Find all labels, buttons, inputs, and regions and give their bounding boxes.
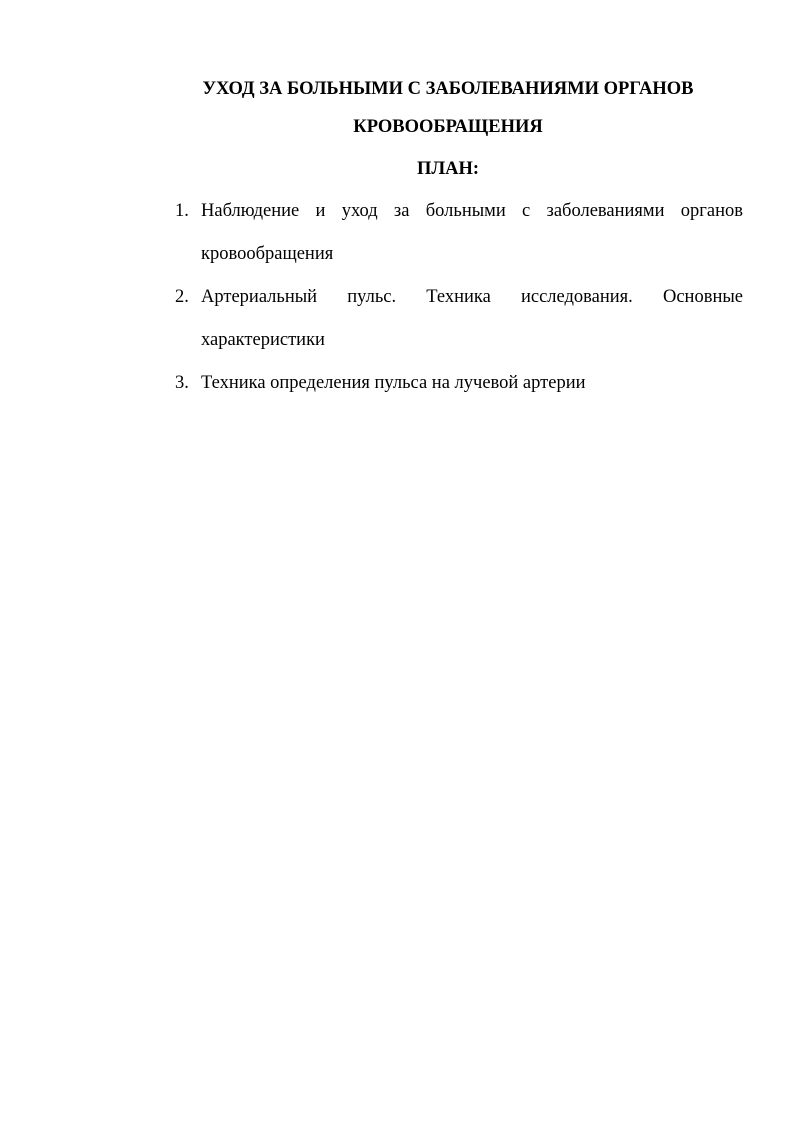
plan-list	[113, 190, 743, 405]
document-content	[113, 70, 743, 405]
plan-item-number: 3.	[175, 373, 189, 393]
title-line-1: УХОД ЗА БОЛЬНЫМИ С ЗАБОЛЕВАНИЯМИ ОРГАНОВ	[202, 79, 694, 99]
plan-item-text: Артериальный пульс. Техника исследования. Основные характеристики	[201, 287, 743, 350]
plan-heading: ПЛАН:	[416, 159, 480, 179]
plan-item-text: Техника определения пульса на лучевой артерии	[201, 373, 586, 393]
plan-item-2	[113, 276, 743, 362]
plan-item-number: 1.	[175, 201, 189, 221]
plan-item-3	[113, 362, 743, 405]
plan-item-1	[113, 190, 743, 276]
title-line-2: КРОВООБРАЩЕНИЯ	[353, 117, 543, 137]
plan-item-number: 2.	[175, 287, 189, 307]
plan-item-text: Наблюдение и уход за больными с заболеваниями органов кровообращения	[201, 201, 743, 264]
document-title	[113, 70, 743, 146]
